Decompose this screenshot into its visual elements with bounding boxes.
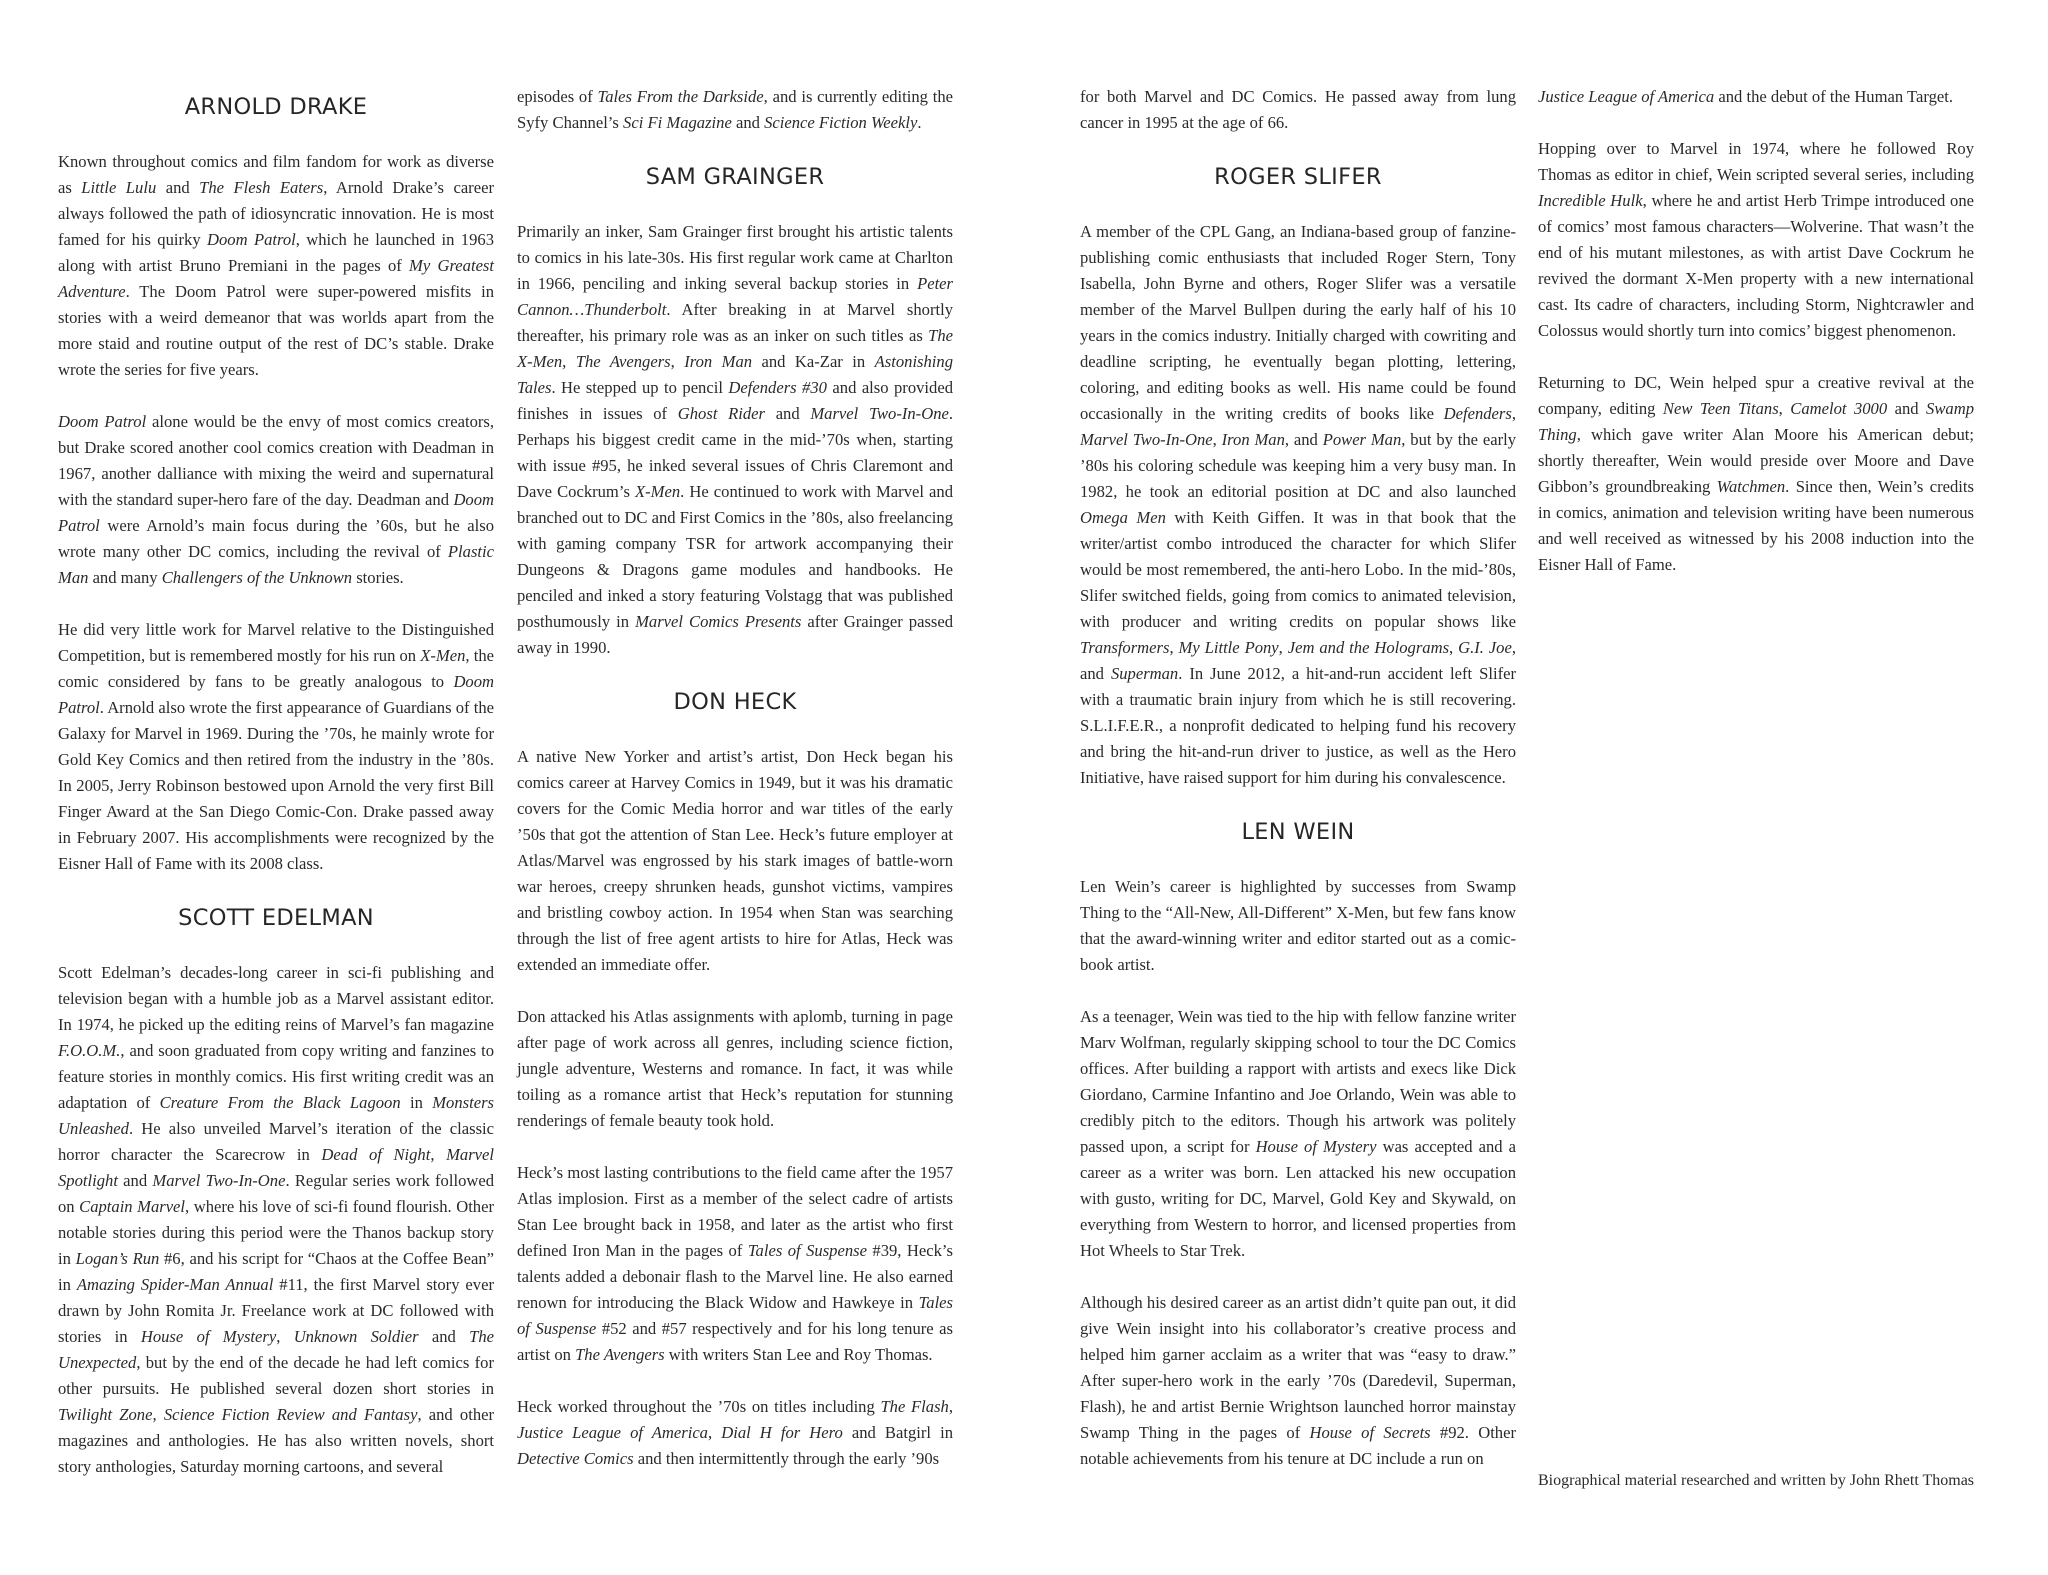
heading-roger-slifer: ROGER SLIFER: [1214, 164, 1382, 190]
paragraph: Len Wein’s career is highlighted by successes from Swamp Thing to the “All-New, All-Different” X-Men, but few fans know that the award-winning writer and editor started out as a comic-book artist.: [1080, 877, 1516, 974]
column-2: [517, 84, 953, 1472]
paragraph: As a teenager, Wein was tied to the hip with fellow fanzine writer Marv Wolfman, regularly skipping school to tour the DC Comics offices. After building a rapport with artists and execs like Dick Giordano, Carmine Infantino and Joe Orlando, Wein was able to credibly pitch to the editors. Though his artwork was politely passed upon, a script for House of Mystery was accepted and a career as a writer was born. Len attacked his new occupation with gusto, writing for DC, Marvel, Gold Key and Skywald, on everything from Western to horror, and licensed properties from Hot Wheels to Star Trek.: [1080, 1007, 1516, 1260]
paragraph: Heck’s most lasting contributions to the field came after the 1957 Atlas implosion. First as a member of the select cadre of artists Stan Lee brought back in 1958, and later as the artist who first defined Iron Man in the pages of Tales of Suspense #39, Heck’s talents added a debonair flash to the Marvel line. He also earned renown for introducing the Black Widow and Hawkeye in Tales of Suspense #52 and #57 respectively and for his long tenure as artist on The Avengers with writers Stan Lee and Roy Thomas.: [517, 1163, 953, 1364]
paragraph: Primarily an inker, Sam Grainger first brought his artistic talents to comics in his late-30s. His first regular work came at Charlton in 1966, penciling and inking several backup stories in Peter Cannon…Thunderbolt. After breaking in at Marvel shortly thereafter, his primary role was as an inker on such titles as The X-Men, The Avengers, Iron Man and Ka-Zar in Astonishing Tales. He stepped up to pencil Defenders #30 and also provided finishes in issues of Ghost Rider and Marvel Two-In-One. Perhaps his biggest credit came in the mid-’70s when, starting with issue #95, he inked several issues of Chris Claremont and Dave Cockrum’s X-Men. He continued to work with Marvel and branched out to DC and First Comics in the ’80s, also freelancing with gaming company TSR for artwork accompanying their Dungeons & Dragons game modules and handbooks. He penciled and inked a story featuring Volstagg that was published posthumously in Marvel Comics Presents after Grainger passed away in 1990.: [517, 222, 954, 657]
heading-arnold-drake: ARNOLD DRAKE: [184, 94, 368, 120]
column-3: [1080, 84, 1516, 1472]
paragraph: Returning to DC, Wein helped spur a creative revival at the company, editing New Teen Titans, Camelot 3000 and Swamp Thing, which gave writer Alan Moore his American debut; shortly thereafter, Wein would preside over Moore and Dave Gibbon’s groundbreaking Watchmen. Since then, Wein’s credits in comics, animation and television writing have been numerous and well received as witnessed by his 2008 induction into the Eisner Hall of Fame.: [1538, 373, 1974, 574]
paragraph: Although his desired career as an artist didn’t quite pan out, it did give Wein insight into his collaborator’s creative process and helped him garner acclaim as a writer that was “easy to draw.” After super-hero work in the early ’70s (Daredevil, Superman, Flash), he and artist Bernie Wrightson launched horror mainstay Swamp Thing in the pages of House of Secrets #92. Other notable achievements from his tenure at DC include a run on: [1080, 1293, 1516, 1468]
heading-don-heck: DON HECK: [673, 689, 797, 715]
paragraph: Don attacked his Atlas assignments with aplomb, turning in page after page of work across all genres, including science fiction, jungle adventure, Westerns and romance. In fact, it was while toiling as a romance artist that Heck’s reputation for stunning renderings of female beauty took hold.: [517, 1007, 953, 1130]
paragraph: Hopping over to Marvel in 1974, where he followed Roy Thomas as editor in chief, Wein scripted several series, including Incredible Hulk, where he and artist Herb Trimpe introduced one of comics’ most famous characters—Wolverine. That wasn’t the end of his mutant milestones, as with artist Dave Cockrum he revived the dormant X-Men property with a new international cast. Its cadre of characters, including Storm, Nightcrawler and Colossus would shortly turn into comics’ biggest phenomenon.: [1538, 139, 1974, 340]
paragraph: Doom Patrol alone would be the envy of most comics creators, but Drake scored another cool comics creation with Deadman in 1967, another dalliance with mixing the weird and supernatural with the standard super-hero fare of the day. Deadman and Doom Patrol were Arnold’s main focus during the ’60s, but he also wrote many other DC comics, including the revival of Plastic Man and many Challengers of the Unknown stories.: [58, 412, 494, 587]
paragraph-continued: episodes of Tales From the Darkside, and is currently editing the Syfy Channel’s Sci Fi Magazine and Science Fiction Weekly.: [517, 87, 953, 132]
paragraph: Scott Edelman’s decades-long career in sci-fi publishing and television began with a humble job as a Marvel assistant editor. In 1974, he picked up the editing reins of Marvel’s fan magazine F.O.O.M., and soon graduated from copy writing and fanzines to feature stories in monthly comics. His first writing credit was an adaptation of Creature From the Black Lagoon in Monsters Unleashed. He also unveiled Marvel’s iteration of the classic horror character the Scarecrow in Dead of Night, Marvel Spotlight and Marvel Two-In-One. Regular series work followed on Captain Marvel, where his love of sci-fi found flourish. Other notable stories during this period were the Thanos backup story in Logan’s Run #6, and his script for “Chaos at the Coffee Bean” in Amazing Spider-Man Annual #11, the first Marvel story ever drawn by John Romita Jr. Freelance work at DC followed with stories in House of Mystery, Unknown Soldier and The Unexpected, but by the end of the decade he had left comics for other pursuits. He published several dozen short stories in Twilight Zone, Science Fiction Review and Fantasy, and other magazines and anthologies. He has also written novels, short story anthologies, Saturday morning cartoons, and several: [58, 963, 495, 1476]
column-4: [1538, 84, 1974, 604]
paragraph: Heck worked throughout the ’70s on titles including The Flash, Justice League of America, Dial H for Hero and Batgirl in Detective Comics and then intermittently through the early ’90s: [517, 1397, 953, 1468]
paragraph-continued: Justice League of America and the debut of the Human Target.: [1538, 87, 1954, 106]
heading-scott-edelman: SCOTT EDELMAN: [178, 905, 374, 931]
column-1: [58, 84, 494, 1480]
paragraph: A native New Yorker and artist’s artist, Don Heck began his comics career at Harvey Comics in 1949, but it was his dramatic covers for the Comic Media horror and war titles of the early ’50s that got the attention of Stan Lee. Heck’s future employer at Atlas/Marvel was engrossed by his stark images of battle-worn war heroes, creepy shrunken heads, gunshot victims, vampires and bristling cowboy action. In 1954 when Stan was searching through the list of free agent artists to hire for Atlas, Heck was extended an immediate offer.: [517, 747, 953, 974]
paragraph: Known throughout comics and film fandom for work as diverse as Little Lulu and The Flesh Eaters, Arnold Drake’s career always followed the path of idiosyncratic innovation. He is most famed for his quirky Doom Patrol, which he launched in 1963 along with artist Bruno Premiani in the pages of My Greatest Adventure. The Doom Patrol were super-powered misfits in stories with a weird demeanor that was worlds apart from the more staid and routine output of the rest of DC’s stable. Drake wrote the series for five years.: [58, 152, 495, 379]
heading-sam-grainger: SAM GRAINGER: [645, 164, 825, 190]
paragraph-continued: for both Marvel and DC Comics. He passed away from lung cancer in 1995 at the age of 66.: [1080, 87, 1517, 132]
heading-len-wein: LEN WEIN: [1241, 819, 1355, 845]
paragraph: A member of the CPL Gang, an Indiana-based group of fanzine-publishing comic enthusiasts that included Roger Stern, Tony Isabella, John Byrne and others, Roger Slifer was a versatile member of the Marvel Bullpen during the early half of his 10 years in the comics industry. Initially charged with cowriting and deadline scripting, he eventually began plotting, lettering, coloring, and editing books as well. His name could be found occasionally in the writing credits of books like Defenders, Marvel Two-In-One, Iron Man, and Power Man, but by the early ’80s his coloring schedule was keeping him a very busy man. In 1982, he took an editorial position at DC and also launched Omega Men with Keith Giffen. It was in that book that the writer/artist combo introduced the character for which Slifer would be most remembered, the anti-hero Lobo. In the mid-’80s, Slifer switched fields, going from comics to animated television, with producer and writing credits on popular shows like Transformers, My Little Pony, Jem and the Holograms, G.I. Joe, and Superman. In June 2012, a hit-and-run accident left Slifer with a traumatic brain injury from which he is still recovering. S.L.I.F.E.R., a nonprofit dedicated to helping fund his recovery and bring the hit-and-run driver to justice, as well as the Hero Initiative, have raised support for him during his convalescence.: [1080, 222, 1517, 787]
author-credit: Biographical material researched and written by John Rhett Thomas: [1538, 1472, 1975, 1489]
paragraph: He did very little work for Marvel relative to the Distinguished Competition, but is remembered mostly for his run on X-Men, the comic considered by fans to be greatly analogous to Doom Patrol. Arnold also wrote the first appearance of Guardians of the Galaxy for Marvel in 1969. During the ’70s, he mainly wrote for Gold Key Comics and then retired from the industry in the ’80s. In 2005, Jerry Robinson bestowed upon Arnold the very first Bill Finger Award at the San Diego Comic-Con. Drake passed away in February 2007. His accomplishments were recognized by the Eisner Hall of Fame with its 2008 class.: [58, 620, 494, 873]
